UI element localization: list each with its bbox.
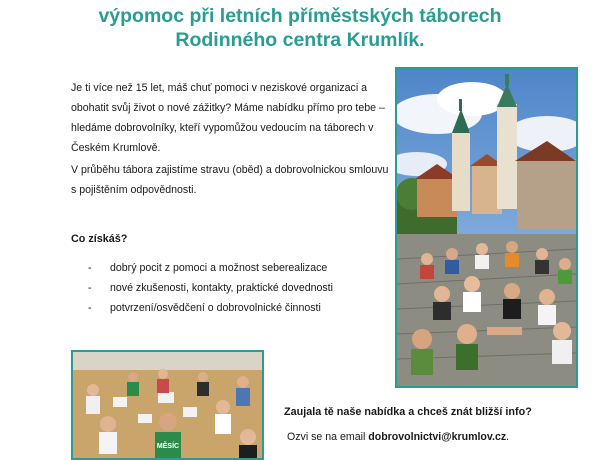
photo-classroom-illustration	[73, 352, 262, 458]
contact-suffix: .	[506, 431, 510, 443]
title-line-1: výpomoc při letních příměstských táborech	[98, 5, 502, 27]
intro-paragraph-2: V průběhu tábora zajistíme stravu (oběd) a dobrovolnickou smlouvu s pojištěním odpovědnosti.	[71, 164, 389, 196]
photo-classroom-children	[71, 350, 264, 460]
intro-paragraph-1: Je ti více než 15 let, máš chuť pomoci v neziskové organizaci a obohatit svůj život o nové zážitky? Máme nabídku přímo pro tebe – hledáme dobrovolníky, kteří vypomůžou vedoucím na táborech v Českém Krumlově.	[71, 82, 385, 154]
photo-castle-children	[395, 67, 578, 388]
bullet-marker: -	[88, 302, 92, 314]
list-item	[88, 278, 333, 298]
shirt-text: MĚSÍC	[156, 443, 180, 450]
bullet-marker: -	[88, 282, 92, 294]
contact-prefix: Ozvi se na email	[287, 431, 366, 443]
photo-castle-children-illustration	[397, 69, 576, 386]
benefits-list	[88, 258, 333, 318]
benefit-text: dobrý pocit z pomoci a možnost seberealizace	[110, 262, 328, 274]
benefit-text: potvrzení/osvědčení o dobrovolnické činnosti	[110, 302, 321, 314]
title-line-2: Rodinného centra Krumlík.	[175, 29, 425, 51]
benefit-text: nové zkušenosti, kontakty, praktické dovednosti	[110, 282, 333, 294]
list-item	[88, 298, 333, 318]
benefits-heading: Co získáš?	[71, 233, 128, 245]
call-to-action-question: Zaujala tě naše nabídka a chceš znát bližší info?	[284, 406, 532, 418]
list-item	[88, 258, 333, 278]
bullet-marker: -	[88, 262, 92, 274]
contact-line	[287, 431, 509, 443]
contact-email-link[interactable]: dobrovolnictvi@krumlov.cz	[368, 431, 507, 443]
